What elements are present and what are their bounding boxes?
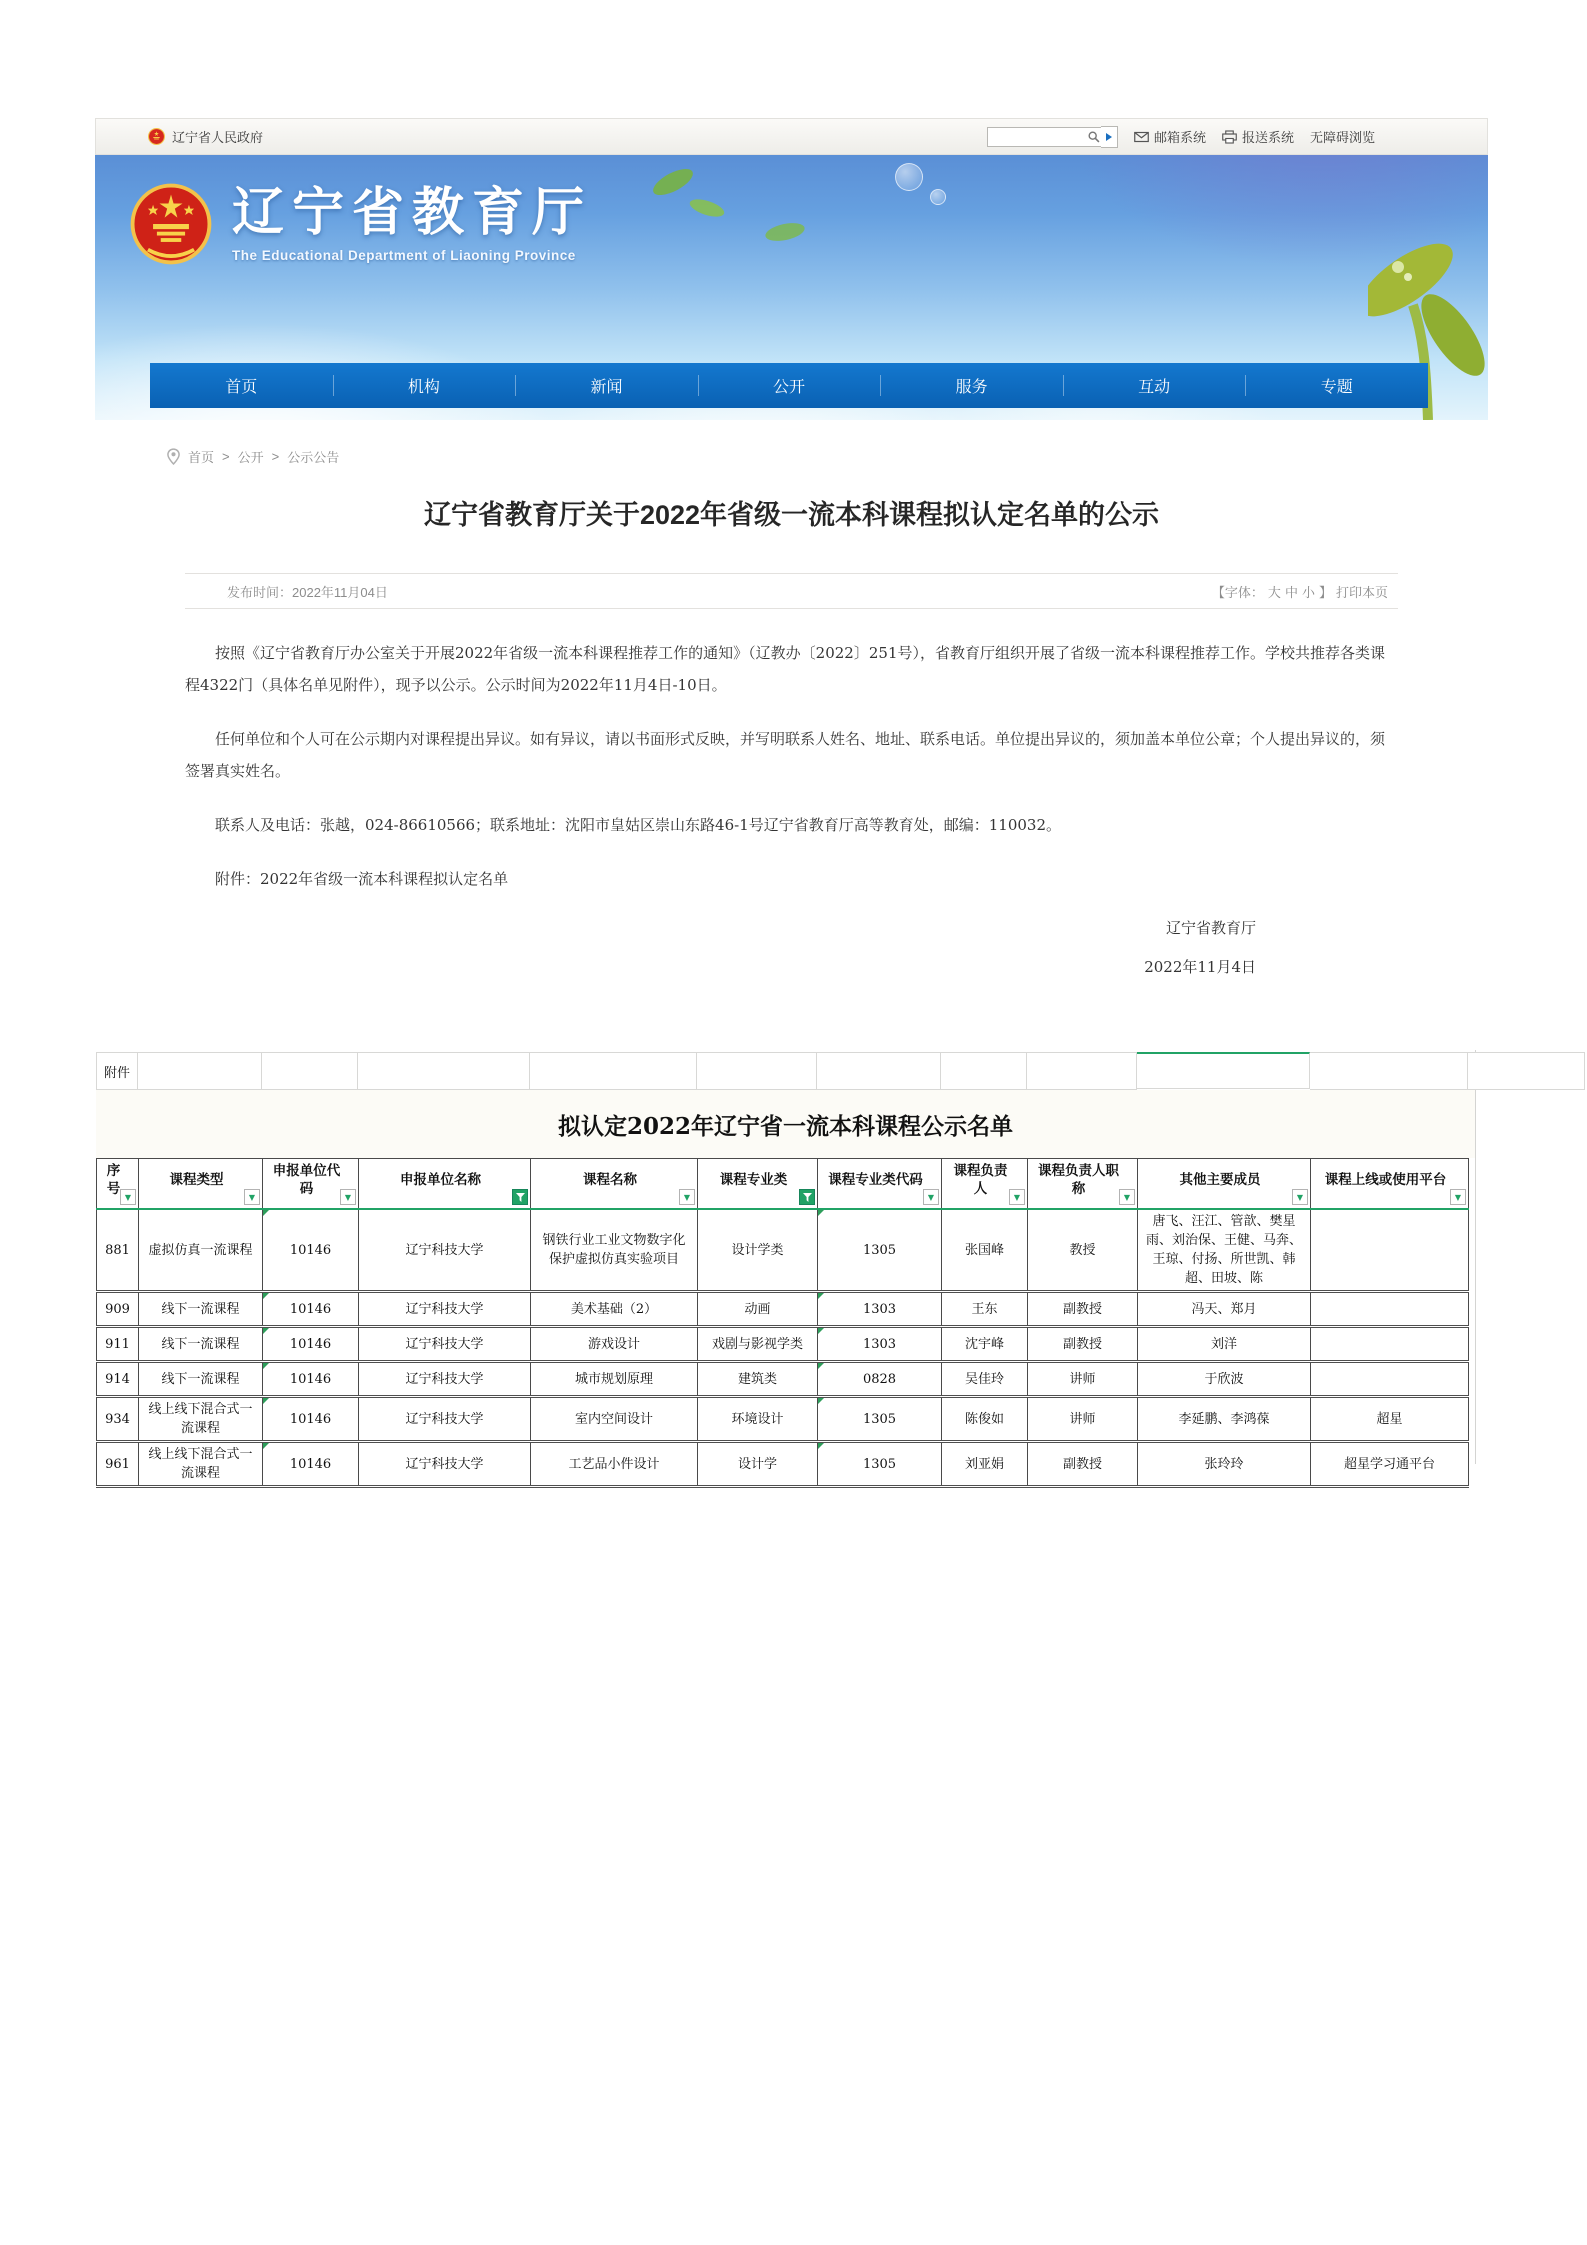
column-header[interactable] — [531, 1159, 698, 1210]
table-cell[interactable] — [942, 1209, 1028, 1292]
table-cell[interactable] — [818, 1292, 942, 1327]
cell-text: 881 — [105, 1242, 130, 1258]
table-cell[interactable] — [97, 1362, 139, 1397]
filter-dropdown-icon[interactable]: ▼ — [1119, 1189, 1135, 1205]
breadcrumb — [167, 443, 1488, 469]
nav-item-home[interactable]: 首页 — [225, 379, 258, 396]
cell-text: 超星 — [1376, 1411, 1403, 1427]
table-cell[interactable] — [359, 1327, 531, 1362]
cell-text: 副教授 — [1062, 1301, 1102, 1317]
cell-text: 戏剧与影视学类 — [711, 1336, 803, 1352]
cell-text: 辽宁科技大学 — [405, 1242, 484, 1258]
filter-dropdown-icon[interactable]: ▼ — [244, 1189, 260, 1205]
cell-text: 刘洋 — [1210, 1336, 1237, 1352]
table-row — [97, 1397, 1469, 1442]
column-header[interactable] — [818, 1159, 942, 1210]
accessibility-link[interactable] — [1310, 127, 1375, 146]
sheet-cell[interactable] — [138, 1053, 262, 1090]
article-meta-bar — [185, 573, 1398, 609]
table-cell[interactable] — [1028, 1397, 1138, 1442]
sheet-cell[interactable] — [262, 1053, 358, 1090]
cell-text: 于欣波 — [1204, 1371, 1244, 1387]
cell-text: 1303 — [862, 1336, 897, 1352]
funnel-icon — [516, 1193, 525, 1202]
nav-item-open[interactable]: 公开 — [698, 363, 881, 408]
table-cell[interactable] — [1138, 1397, 1311, 1442]
cell-text: 张玲玲 — [1204, 1456, 1244, 1472]
cell-text: 设计学 — [737, 1456, 777, 1472]
table-cell[interactable] — [531, 1397, 698, 1442]
table-cell[interactable] — [818, 1442, 942, 1487]
paragraph: 按照《辽宁省教育厅办公室关于开展2022年省级一流本科课程推荐工作的通知》（辽教办〔2022〕251号），省教育厅组织开展了省级一流本科课程推荐工作。学校共推荐各类课程4322门（具体名单见附件），现予以公示。公示时间为2022年11月4日-10日。 — [185, 644, 1385, 694]
paragraph: 任何单位和个人可在公示期内对课程提出异议。如有异议，请以书面形式反映，并写明联系人姓名、地址、联系电话。单位提出异议的，须加盖本单位公章；个人提出异议的，须签署真实姓名。 — [185, 730, 1386, 780]
table-cell[interactable] — [263, 1292, 359, 1327]
site-title: 辽宁省教育厅 — [232, 183, 593, 242]
breadcrumb-separator: > — [222, 448, 230, 464]
sheet-cell[interactable] — [697, 1053, 817, 1090]
error-check-mark — [818, 1210, 824, 1216]
nav-item-interact[interactable]: 互动 — [1063, 363, 1246, 408]
cell-text: 美术基础（2） — [570, 1301, 658, 1317]
leaf-decor-icon — [755, 210, 825, 260]
font-size-medium-button[interactable]: 中 — [1284, 584, 1298, 600]
table-cell[interactable] — [97, 1327, 139, 1362]
cell-text: 辽宁科技大学 — [405, 1371, 484, 1387]
table-cell[interactable] — [531, 1209, 698, 1292]
attachment-line: 附件：2022年省级一流本科课程拟认定名单 — [215, 870, 509, 888]
cell-text: 教授 — [1069, 1242, 1096, 1258]
table-cell[interactable] — [1311, 1442, 1469, 1487]
column-header[interactable] — [263, 1159, 359, 1210]
cell-text: 1303 — [862, 1301, 897, 1317]
table-cell[interactable] — [1028, 1327, 1138, 1362]
cell-text: 909 — [105, 1301, 130, 1317]
table-cell[interactable] — [1311, 1362, 1469, 1397]
cell-text: 建筑类 — [737, 1371, 777, 1387]
cell-text: 副教授 — [1062, 1456, 1102, 1472]
site-banner — [95, 155, 1488, 420]
error-check-mark — [263, 1398, 269, 1404]
error-check-mark — [818, 1363, 824, 1369]
column-header-label: 序号 — [106, 1163, 121, 1198]
search-area — [987, 126, 1118, 148]
cell-text: 工艺品小件设计 — [568, 1456, 660, 1472]
filter-active-icon[interactable] — [799, 1189, 815, 1205]
cell-text: 线下一流课程 — [161, 1336, 240, 1352]
site-name[interactable]: 辽宁省人民政府 — [172, 130, 264, 145]
bubble-decor — [895, 163, 923, 191]
cell-text: 张国峰 — [964, 1242, 1004, 1258]
font-tools — [1212, 582, 1388, 601]
font-size-large-button[interactable]: 大 — [1267, 584, 1281, 600]
table-cell[interactable] — [942, 1362, 1028, 1397]
error-check-mark — [818, 1328, 824, 1334]
article-body — [185, 637, 1398, 895]
table-cell[interactable] — [942, 1327, 1028, 1362]
filter-dropdown-icon[interactable]: ▼ — [1292, 1189, 1308, 1205]
sheet-title-band — [96, 1090, 1475, 1158]
government-portal-link[interactable] — [148, 127, 263, 146]
cell-text: 1305 — [862, 1411, 897, 1427]
filter-active-icon[interactable] — [512, 1189, 528, 1205]
location-pin-icon — [167, 448, 180, 465]
table-cell[interactable] — [1138, 1327, 1311, 1362]
sheet-cell[interactable] — [941, 1053, 1027, 1090]
error-check-mark — [263, 1443, 269, 1449]
cell-text: 10146 — [289, 1301, 332, 1317]
cell-text: 副教授 — [1062, 1336, 1102, 1352]
sheet-cell[interactable] — [1310, 1053, 1468, 1090]
report-system-label: 报送系统 — [1241, 130, 1294, 145]
table-cell[interactable] — [942, 1397, 1028, 1442]
column-header-label: 课程名称 — [583, 1172, 637, 1189]
table-cell[interactable] — [1311, 1397, 1469, 1442]
column-header-label: 课程类型 — [169, 1172, 224, 1189]
page-card — [95, 118, 1488, 977]
table-cell[interactable] — [1028, 1292, 1138, 1327]
cell-text: 辽宁科技大学 — [405, 1456, 484, 1472]
table-cell[interactable] — [263, 1327, 359, 1362]
attachment-label-cell[interactable]: 附件 — [96, 1053, 138, 1090]
table-cell[interactable] — [698, 1362, 818, 1397]
site-subtitle: The Educational Department of Liaoning Province — [232, 248, 576, 264]
accessibility-label: 无障碍浏览 — [1309, 130, 1375, 145]
cell-text: 911 — [105, 1336, 130, 1352]
cell-text: 辽宁科技大学 — [405, 1411, 484, 1427]
table-cell[interactable] — [139, 1397, 263, 1442]
cell-text: 914 — [105, 1371, 130, 1387]
cell-text: 1305 — [862, 1456, 897, 1472]
cell-text: 934 — [105, 1411, 130, 1427]
column-header-label: 申报单位名称 — [400, 1172, 481, 1189]
right-triangle-icon — [1106, 133, 1112, 141]
breadcrumb-notice[interactable]: 公示公告 — [287, 449, 340, 465]
cell-text: 10146 — [289, 1336, 332, 1352]
national-emblem-logo — [130, 183, 212, 265]
signature-org: 辽宁省教育厅 — [1165, 919, 1256, 937]
column-header-label: 课程专业类 — [719, 1172, 788, 1189]
table-cell[interactable] — [818, 1362, 942, 1397]
nav-item-service[interactable]: 服务 — [880, 363, 1063, 408]
table-cell[interactable] — [698, 1209, 818, 1292]
table-cell[interactable] — [818, 1327, 942, 1362]
brand-block — [130, 183, 592, 265]
mail-system-label: 邮箱系统 — [1153, 130, 1206, 145]
table-cell[interactable] — [698, 1327, 818, 1362]
filter-dropdown-icon[interactable]: ▼ — [340, 1189, 356, 1205]
table-cell[interactable] — [1138, 1209, 1311, 1292]
search-go-button[interactable] — [1101, 126, 1118, 148]
table-cell[interactable] — [1311, 1327, 1469, 1362]
cell-text: 陈俊如 — [964, 1411, 1004, 1427]
cell-text: 环境设计 — [731, 1411, 784, 1427]
filter-dropdown-icon[interactable]: ▼ — [923, 1189, 939, 1205]
column-header[interactable] — [1028, 1159, 1138, 1210]
table-row — [97, 1442, 1469, 1487]
table-cell[interactable] — [97, 1442, 139, 1487]
cell-text: 李延鹏、李鸿葆 — [1178, 1411, 1270, 1427]
filter-dropdown-icon[interactable]: ▼ — [1009, 1189, 1025, 1205]
table-header-row — [97, 1159, 1469, 1210]
table-cell[interactable] — [531, 1442, 698, 1487]
cell-text: 线上线下混合式一流课程 — [148, 1447, 253, 1482]
sheet-cell[interactable] — [817, 1053, 941, 1090]
column-header-label: 课程上线或使用平台 — [1324, 1172, 1447, 1189]
column-header[interactable] — [359, 1159, 531, 1210]
cell-text: 10146 — [289, 1371, 332, 1387]
table-cell[interactable] — [1311, 1292, 1469, 1327]
cell-text: 唐飞、汪江、管歆、樊星雨、刘治保、王健、马奔、王琼、付扬、所世凯、韩超、田坡、陈 — [1145, 1214, 1302, 1287]
article — [95, 495, 1488, 977]
table-cell[interactable] — [263, 1442, 359, 1487]
table-cell[interactable] — [263, 1362, 359, 1397]
cell-text: 线下一流课程 — [161, 1301, 240, 1317]
table-cell[interactable] — [139, 1442, 263, 1487]
cell-text: 冯天、郑月 — [1191, 1301, 1257, 1317]
cell-text: 动画 — [744, 1301, 771, 1317]
cell-text: 线下一流课程 — [161, 1371, 240, 1387]
table-cell[interactable] — [139, 1209, 263, 1292]
font-size-prefix: 【字体： — [1211, 584, 1264, 600]
cell-text: 沈宇峰 — [964, 1336, 1004, 1352]
table-cell[interactable] — [359, 1292, 531, 1327]
cell-text: 王东 — [971, 1301, 998, 1317]
cell-text: 线上线下混合式一流课程 — [148, 1402, 253, 1437]
table-cell[interactable] — [531, 1327, 698, 1362]
table-cell[interactable] — [1028, 1442, 1138, 1487]
column-header-label: 课程负责人 — [953, 1163, 1008, 1198]
nav-item-special[interactable]: 专题 — [1245, 363, 1428, 408]
funnel-icon — [803, 1193, 812, 1202]
table-cell[interactable] — [97, 1397, 139, 1442]
sheet-gridline — [1475, 1050, 1476, 1464]
column-header-label: 课程负责人职称 — [1038, 1163, 1119, 1198]
table-cell[interactable] — [531, 1292, 698, 1327]
sheet-cell[interactable] — [1027, 1053, 1137, 1090]
envelope-icon — [1134, 131, 1149, 143]
breadcrumb-home[interactable]: 首页 — [188, 449, 215, 465]
table-cell[interactable] — [1311, 1209, 1469, 1292]
cell-text: 讲师 — [1069, 1371, 1096, 1387]
error-check-mark — [263, 1363, 269, 1369]
table-body — [97, 1209, 1469, 1487]
table-cell[interactable] — [139, 1327, 263, 1362]
breadcrumb-open[interactable]: 公开 — [237, 449, 264, 465]
sheet-title: 拟认定2022年辽宁省一流本科课程公示名单 — [557, 1112, 1013, 1140]
table-cell[interactable] — [359, 1362, 531, 1397]
cell-text: 游戏设计 — [587, 1336, 640, 1352]
sheet-cell[interactable] — [530, 1053, 697, 1090]
table-cell[interactable] — [97, 1292, 139, 1327]
column-header[interactable] — [97, 1159, 139, 1210]
table-cell[interactable] — [139, 1362, 263, 1397]
column-header[interactable] — [139, 1159, 263, 1210]
search-icon — [1087, 130, 1101, 144]
nav-item-org[interactable]: 机构 — [333, 363, 516, 408]
cell-text: 961 — [105, 1456, 130, 1472]
error-check-mark — [263, 1210, 269, 1216]
course-table — [96, 1158, 1469, 1488]
cell-text: 10146 — [289, 1411, 332, 1427]
column-header[interactable] — [1311, 1159, 1469, 1210]
table-cell[interactable] — [1138, 1292, 1311, 1327]
cell-text: 辽宁科技大学 — [405, 1336, 484, 1352]
sheet-cell[interactable] — [358, 1053, 530, 1090]
cell-text: 10146 — [289, 1456, 332, 1472]
cell-text: 城市规划原理 — [574, 1371, 653, 1387]
table-cell[interactable] — [359, 1397, 531, 1442]
error-check-mark — [263, 1293, 269, 1299]
cell-text: 虚拟仿真一流课程 — [148, 1242, 253, 1258]
table-cell[interactable] — [359, 1209, 531, 1292]
font-size-suffix: 】 — [1318, 584, 1332, 600]
publish-time: 发布时间：2022年11月04日 — [227, 584, 388, 600]
paragraph: 联系人及电话：张越，024-86610566；联系地址：沈阳市皇姑区崇山东路46-1号辽宁省教育厅高等教育处，邮编：110032。 — [215, 816, 1062, 834]
table-cell[interactable] — [1138, 1362, 1311, 1397]
table-cell[interactable] — [698, 1442, 818, 1487]
table-cell[interactable] — [263, 1397, 359, 1442]
signature-date: 2022年11月4日 — [1144, 958, 1256, 976]
topbar-links — [987, 126, 1375, 148]
column-header-label: 课程专业类代码 — [828, 1172, 923, 1189]
cell-text: 10146 — [289, 1242, 332, 1258]
cell-text: 钢铁行业工业文物数字化保护虚拟仿真实验项目 — [542, 1233, 686, 1268]
report-system-link[interactable] — [1222, 127, 1294, 146]
bubble-decor — [930, 189, 946, 205]
error-check-mark — [263, 1328, 269, 1334]
column-header-label: 其他主要成员 — [1179, 1172, 1261, 1189]
table-cell[interactable] — [1138, 1442, 1311, 1487]
column-header[interactable] — [698, 1159, 818, 1210]
table-cell[interactable] — [139, 1292, 263, 1327]
attachment-row — [96, 1052, 1585, 1090]
brand-text — [232, 185, 592, 263]
column-header[interactable] — [1138, 1159, 1311, 1210]
table-cell[interactable] — [531, 1362, 698, 1397]
cell-text: 室内空间设计 — [574, 1411, 653, 1427]
table-cell[interactable] — [1028, 1362, 1138, 1397]
error-check-mark — [818, 1443, 824, 1449]
column-header-label: 申报单位代码 — [272, 1163, 341, 1198]
cell-text: 辽宁科技大学 — [405, 1301, 484, 1317]
leaf-decor-icon — [645, 160, 735, 230]
nav-item-news[interactable]: 新闻 — [515, 363, 698, 408]
table-cell[interactable] — [818, 1397, 942, 1442]
cell-text: 刘亚娟 — [964, 1456, 1004, 1472]
table-cell[interactable] — [942, 1442, 1028, 1487]
error-check-mark — [818, 1398, 824, 1404]
filter-dropdown-icon[interactable]: ▼ — [679, 1189, 695, 1205]
print-page-button[interactable]: 打印本页 — [1335, 584, 1388, 600]
table-cell[interactable] — [698, 1292, 818, 1327]
table-cell[interactable] — [1028, 1209, 1138, 1292]
filter-dropdown-icon[interactable]: ▼ — [1450, 1189, 1466, 1205]
cell-text: 讲师 — [1069, 1411, 1096, 1427]
article-title: 辽宁省教育厅关于2022年省级一流本科课程拟认定名单的公示 — [423, 500, 1160, 530]
error-check-mark — [818, 1293, 824, 1299]
cell-text: 吴佳玲 — [964, 1371, 1004, 1387]
national-emblem-icon — [148, 128, 165, 145]
cell-text: 0828 — [862, 1371, 897, 1387]
filter-dropdown-icon[interactable]: ▼ — [120, 1189, 136, 1205]
table-row — [97, 1362, 1469, 1397]
top-utility-bar — [95, 118, 1488, 155]
table-cell[interactable] — [698, 1397, 818, 1442]
main-nav — [150, 363, 1428, 408]
signature-block — [185, 917, 1398, 977]
table-cell[interactable] — [942, 1292, 1028, 1327]
table-cell[interactable] — [359, 1442, 531, 1487]
cell-text: 1305 — [862, 1242, 897, 1258]
cell-text: 设计学类 — [731, 1242, 784, 1258]
sheet-cell[interactable] — [1468, 1053, 1585, 1090]
table-cell[interactable] — [263, 1209, 359, 1292]
mail-system-link[interactable] — [1134, 127, 1206, 146]
table-cell[interactable] — [818, 1209, 942, 1292]
table-cell[interactable] — [97, 1209, 139, 1292]
breadcrumb-separator: > — [271, 448, 280, 464]
font-size-small-button[interactable]: 小 — [1301, 584, 1315, 600]
column-header[interactable] — [942, 1159, 1028, 1210]
cell-text: 超星学习通平台 — [1343, 1456, 1435, 1472]
table-row — [97, 1209, 1469, 1292]
printer-icon — [1222, 130, 1237, 144]
table-row — [97, 1292, 1469, 1327]
sheet-cell[interactable] — [1137, 1052, 1310, 1089]
table-row — [97, 1327, 1469, 1362]
